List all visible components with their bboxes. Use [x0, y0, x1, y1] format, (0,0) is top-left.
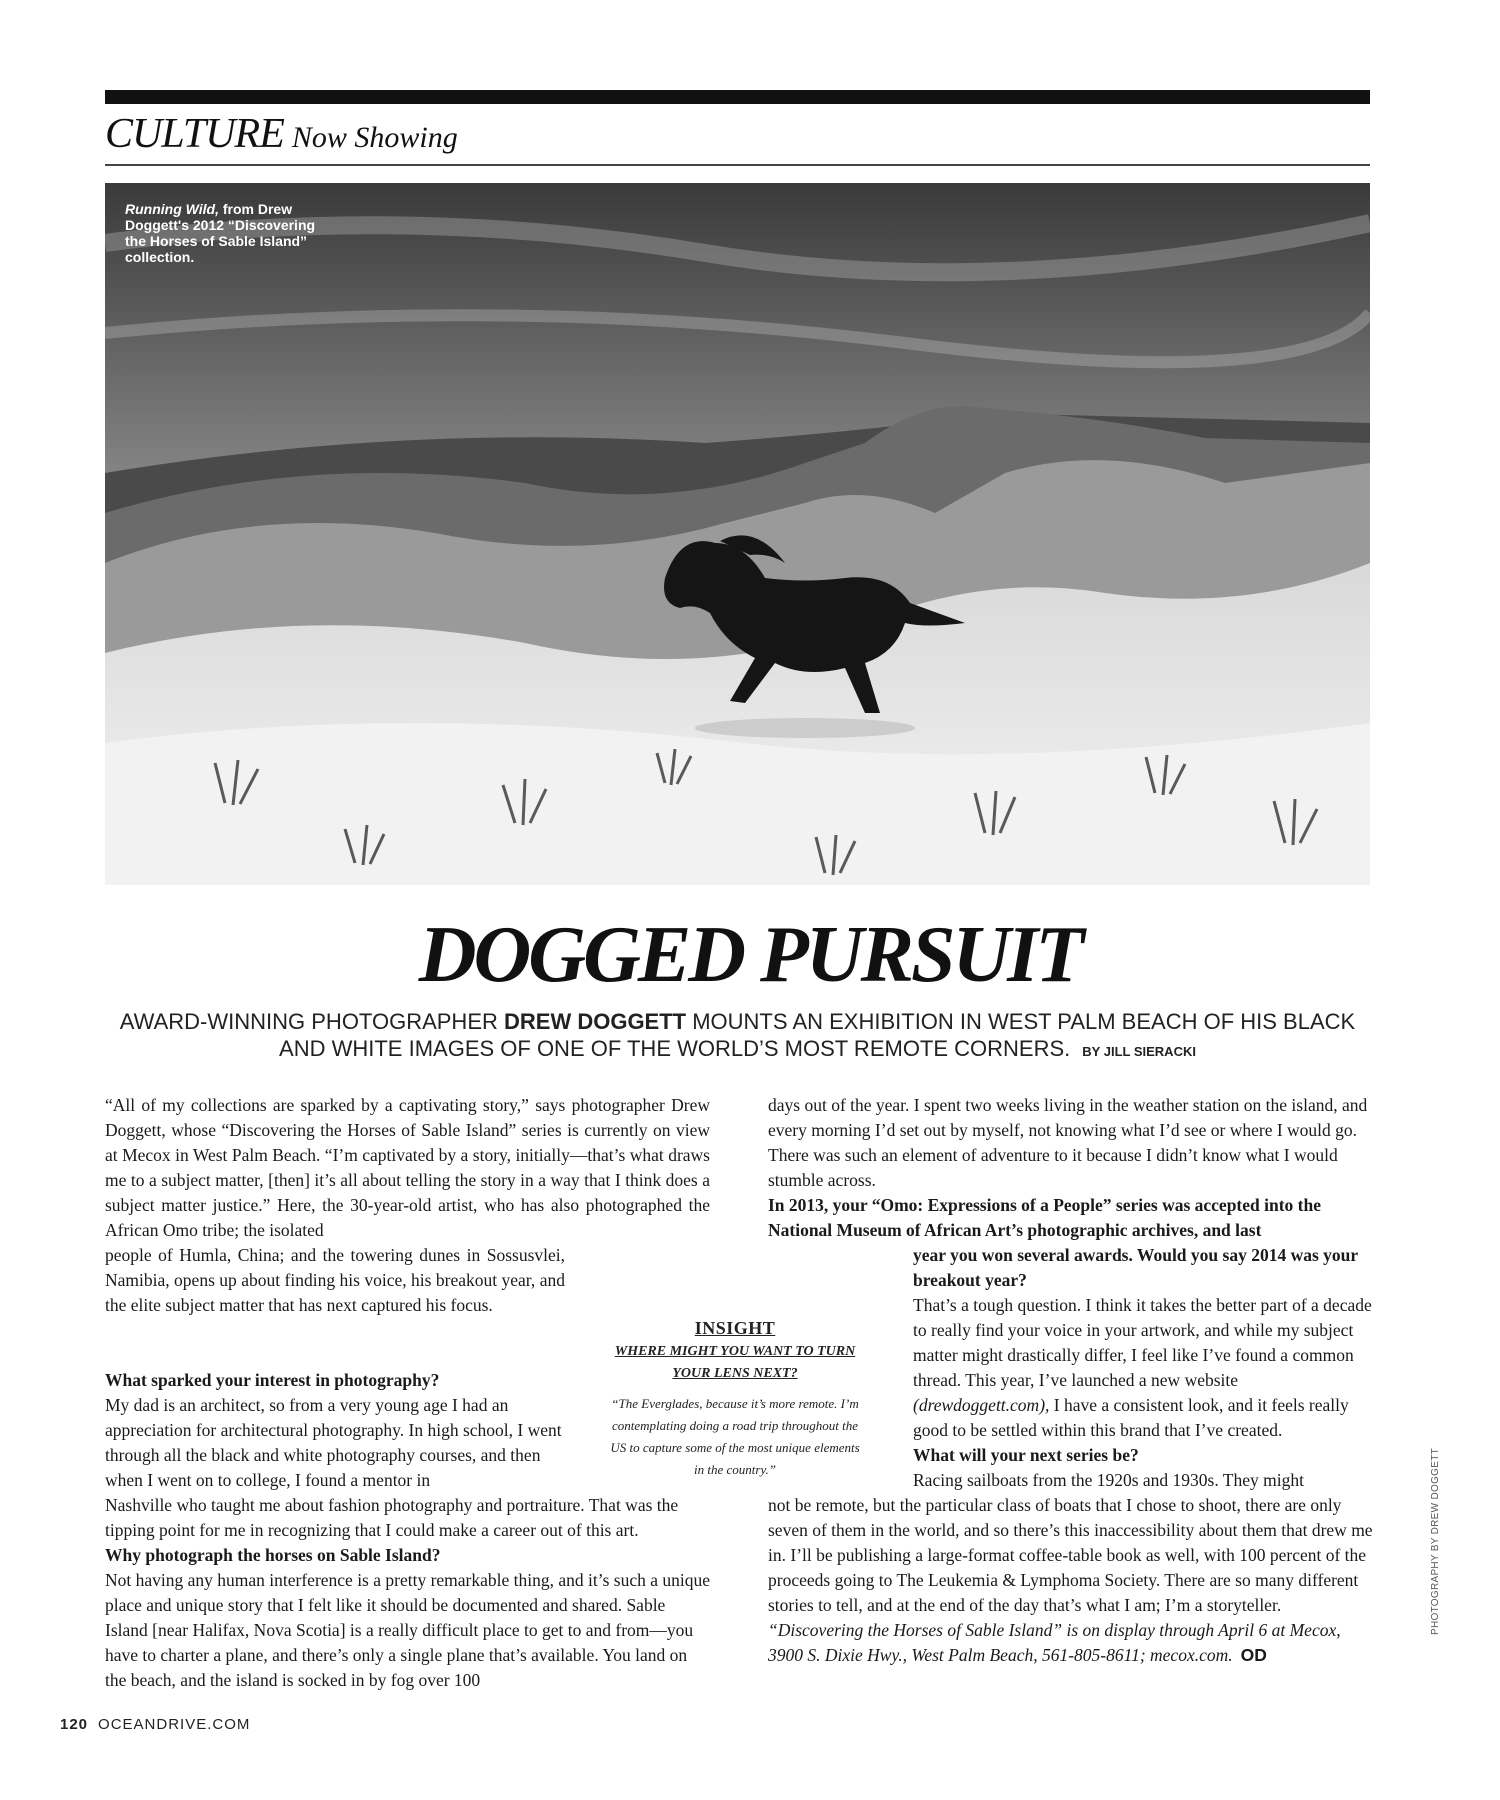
end-mark: OD [1240, 1645, 1267, 1665]
column-2-indented [913, 1243, 1373, 1493]
column-2-top [768, 1093, 1373, 1243]
answer-3-pre: That’s a tough question. I think it takes the better part of a decade to really find your voice in your artwork, and while my subject matter might drastically differ, I feel like I’ve found a common thread. This year, I’ve launched a new website [913, 1295, 1372, 1390]
answer-continued-block [105, 1493, 710, 1693]
intro-paragraph-b: people of Humla, China; and the towering dunes in Sossusvlei, Namibia, opens up about finding his voice, his breakout year, and the elite subject matter that has next captured his focus. [105, 1245, 565, 1315]
deck-text-pre: AWARD-WINNING PHOTOGRAPHER [119, 1009, 504, 1034]
answer-2: Not having any human interference is a pretty remarkable thing, and it’s such a unique place and unique story that I felt like it should be documented and shared. Sable Island [near Halifax, Nova Scotia] is a really difficult place to get to and from—you have to charter a plane, and there’s only a single plane that’s available. You land on the beach, and the island is socked in by fog over 100 [105, 1570, 711, 1690]
section-header [105, 110, 458, 158]
page-footer [60, 1716, 250, 1733]
answer-4-a: Racing sailboats from the 1920s and 1930s. They might [913, 1470, 1304, 1490]
answer-1-b: Nashville who taught me about fashion photography and portraiture. That was the tipping point for me in recognizing that I could make a career out of this art. [105, 1495, 679, 1540]
site-name[interactable]: OCEANDRIVE.COM [98, 1716, 251, 1733]
closing-info [768, 1618, 1373, 1668]
answer-3 [913, 1293, 1373, 1443]
header-rule [105, 164, 1370, 166]
intro-paragraph-a: “All of my collections are sparked by a captivating story,” says photographer Drew Doggett, whose “Discovering the Horses of Sable Island” series is currently on view at Mecox in West Palm Beach. “I’m captivated by a story, initially—that’s what draws me to a subject matter, [then] it’s all about telling the story in a way that I think does a subject matter justice.” Here, the 30-year-old artist, who has also photographed the African Omo tribe; the isolated [105, 1095, 710, 1240]
horse-dunes-illustration [105, 183, 1370, 885]
closing-text: “Discovering the Horses of Sable Island” is on display through April 6 at Mecox, 3900 S. Dixie Hwy., West Palm Beach, 561-805-8611; mecox.com. [768, 1620, 1341, 1665]
caption-text: from Drew Doggett's 2012 “Discovering the Horses of Sable Island” collection. [125, 201, 316, 265]
deck-text-post: MOUNTS AN EXHIBITION IN WEST PALM BEACH OF HIS BLACK AND WHITE IMAGES OF ONE OF THE WORLD’S MOST REMOTE CORNERS. [279, 1009, 1356, 1061]
column-2-bottom [768, 1493, 1373, 1668]
page-number: 120 [60, 1716, 89, 1733]
article-deck [95, 1008, 1380, 1065]
caption-title: Running Wild, [125, 201, 219, 217]
answer-1-a: My dad is an architect, so from a very young age I had an appreciation for architectural photography. In high school, I went through all the black and white photography courses, and then when I went on to college, I found a mentor in [105, 1395, 562, 1490]
answer-4-b: not be remote, but the particular class of boats that I chose to shoot, there are only seven of them in the world, and so there’s this inaccessibility about them that drew me in. I’ll be publishing a large-format coffee-table book as well, with 100 percent of the proceeds going to The Leukemia & Lymphoma Society. There are so many different stories to tell, and at the end of the day that’s what I am; I’m a storyteller. [768, 1495, 1373, 1615]
website-link[interactable]: (drewdoggett.com), [913, 1395, 1050, 1415]
top-rule-bar [105, 90, 1370, 104]
section-name: CULTURE [105, 111, 284, 157]
photo-caption [125, 201, 325, 265]
question-1-block [105, 1368, 565, 1493]
insight-title: INSIGHT [694, 1318, 776, 1338]
question-3-b: year you won several awards. Would you say 2014 was your breakout year? [913, 1245, 1358, 1290]
insight-question: WHERE MIGHT YOU WANT TO TURN YOUR LENS NEXT? [614, 1344, 856, 1381]
insight-answer: “The Everglades, because it’s more remote. I’m contemplating doing a road trip throughout the US to capture some of the most unique elements in the country.” [610, 1396, 860, 1477]
article-headline: DOGGED PURSUIT [418, 911, 1082, 999]
question-4: What will your next series be? [913, 1445, 1139, 1465]
byline: BY JILL SIERACKI [1082, 1044, 1196, 1059]
question-3-a: In 2013, your “Omo: Expressions of a People” series was accepted into the National Museum of African Art’s photographic archives, and last [768, 1195, 1322, 1240]
question-2: Why photograph the horses on Sable Island? [105, 1545, 441, 1565]
subsection-name: Now Showing [291, 121, 458, 154]
insight-sidebar [610, 1318, 860, 1481]
answer-2-continued: days out of the year. I spent two weeks living in the weather station on the island, and every morning I’d set out by myself, not knowing what I’d see or where I would go. There was such an element of adventure to it because I didn’t know what I would stumble across. [768, 1095, 1368, 1190]
question-1: What sparked your interest in photography? [105, 1370, 440, 1390]
photo-credit: PHOTOGRAPHY BY DREW DOGGETT [1430, 1447, 1441, 1635]
answer-3-post: I have a consistent look, and it feels really good to be settled within this brand that I’ve created. [913, 1395, 1349, 1440]
deck-name: DREW DOGGETT [504, 1009, 687, 1034]
hero-photo [105, 183, 1370, 885]
